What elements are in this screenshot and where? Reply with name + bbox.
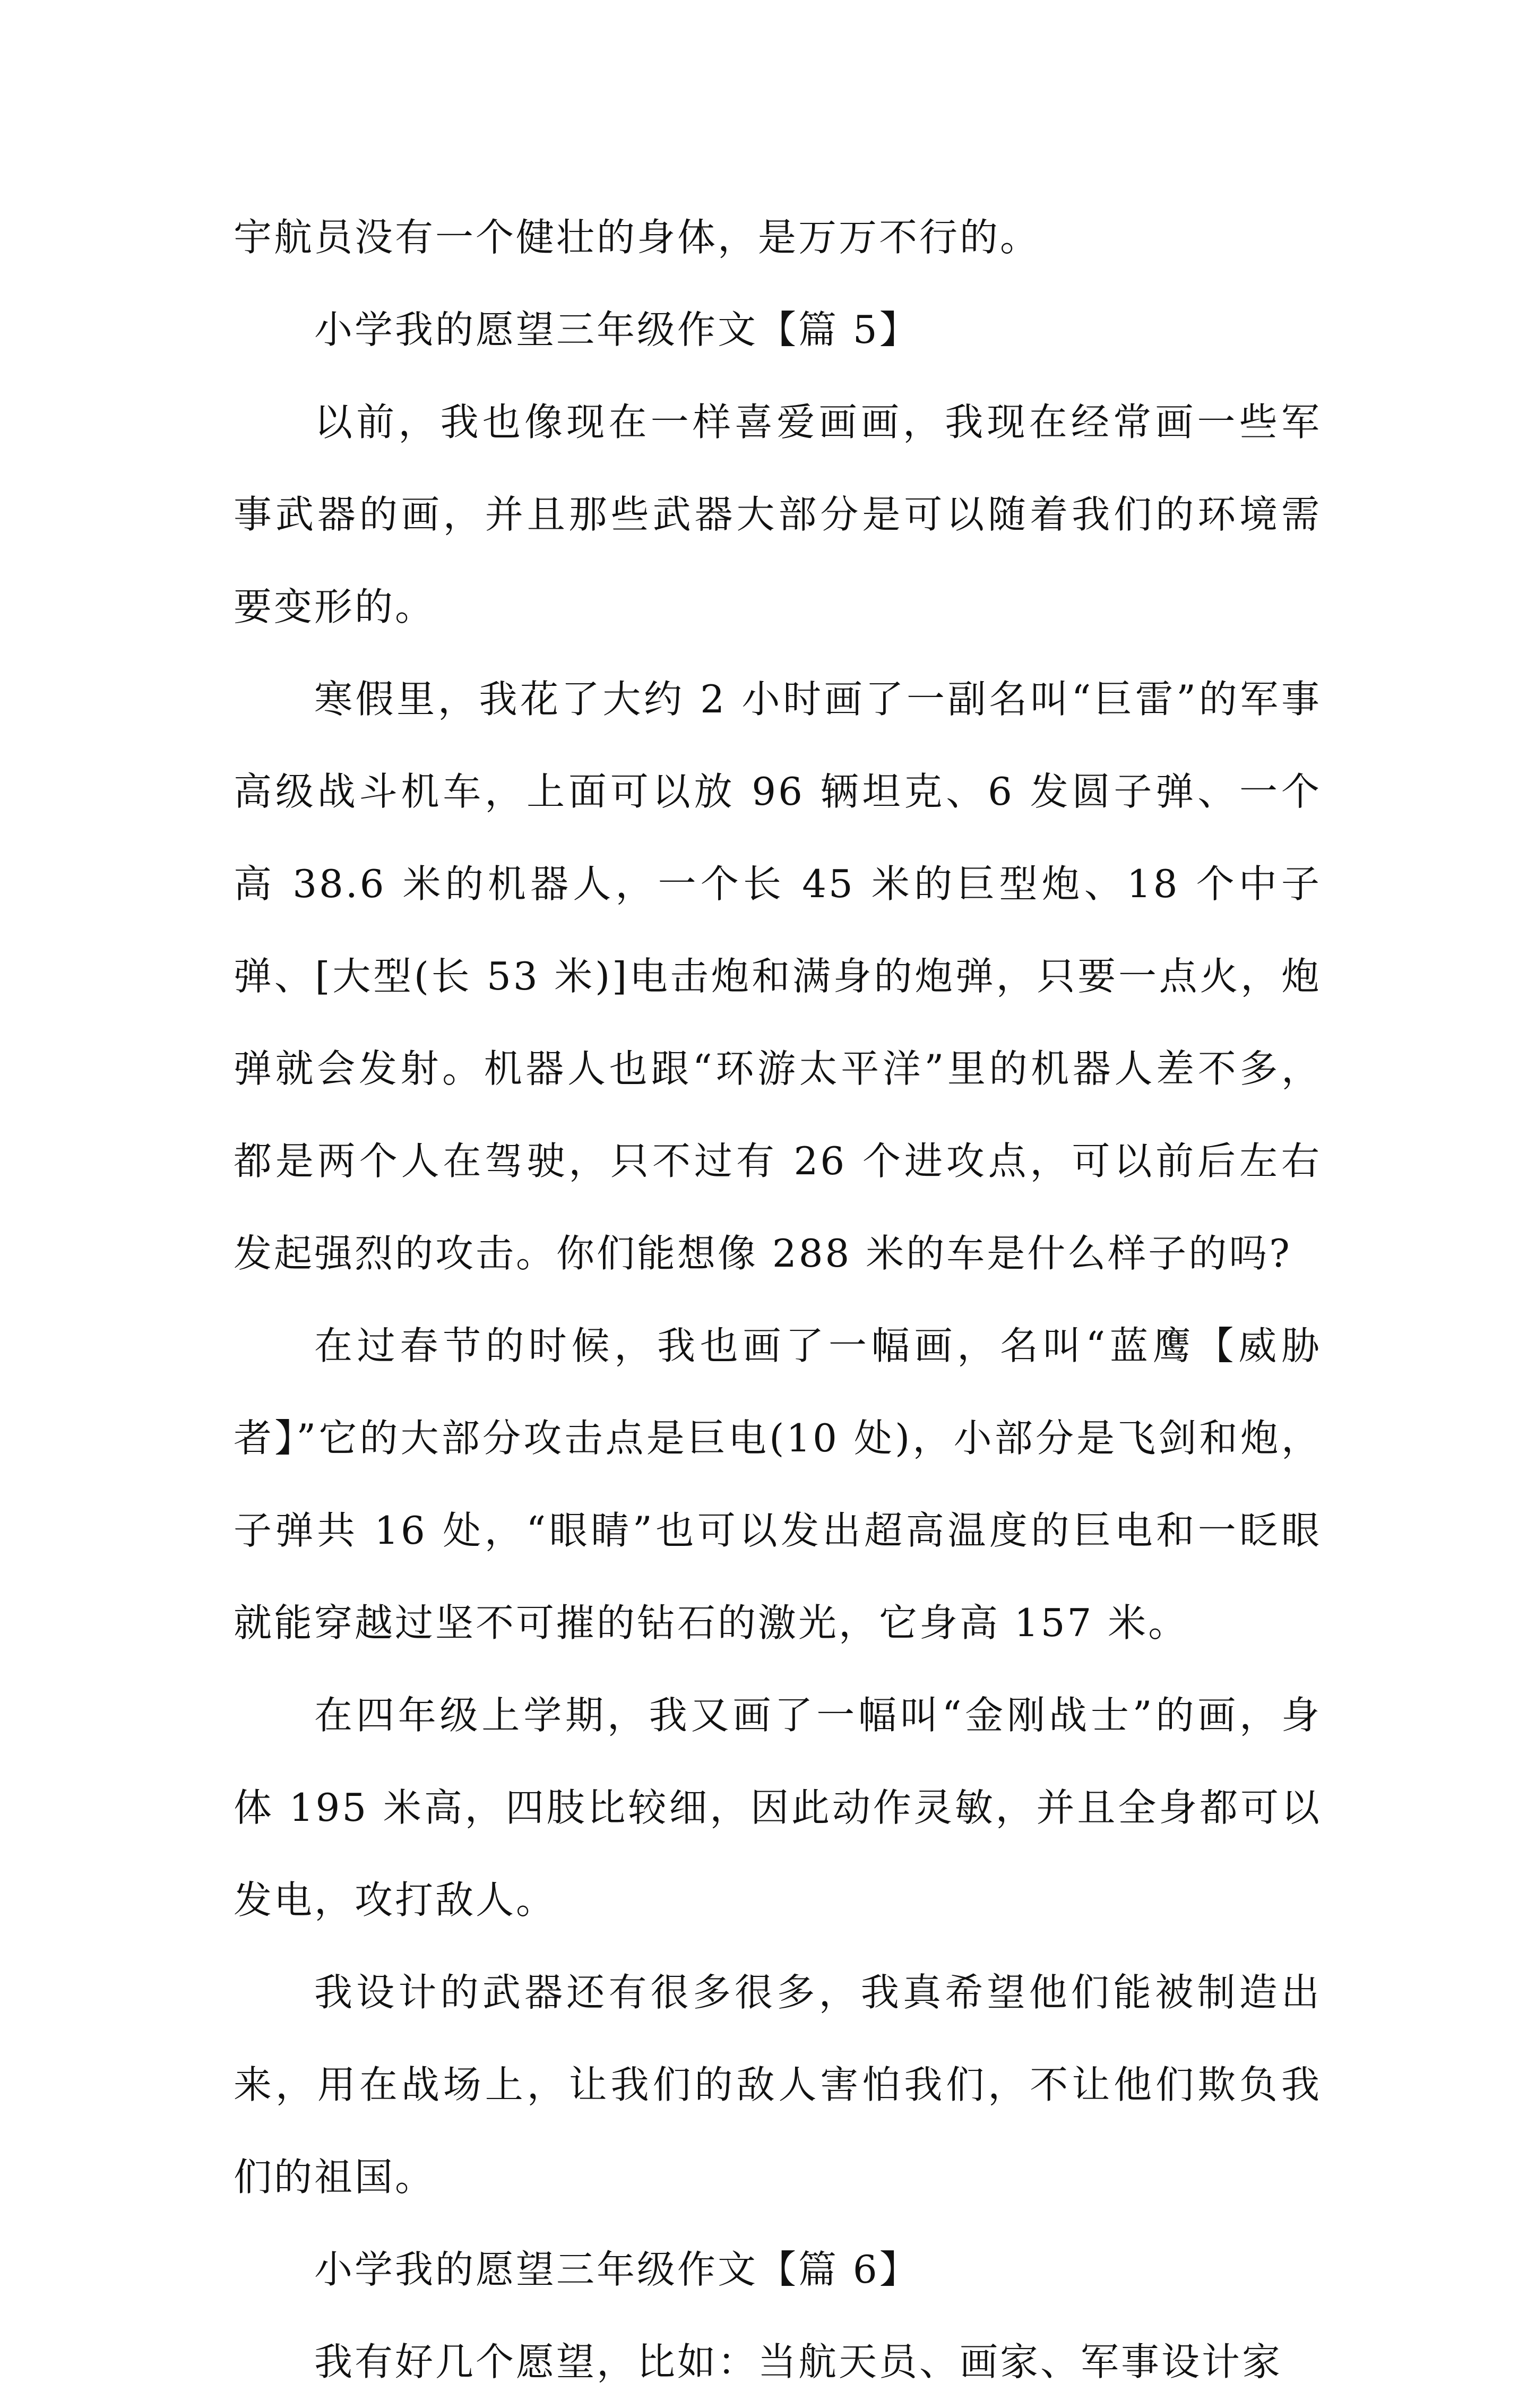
paragraph: 在四年级上学期，我又画了一幅叫“金刚战士”的画，身体 195 米高，四肢比较细，因此动作灵敏，并且全身都可以发电，攻打敌人。 <box>234 1693 1322 1922</box>
paragraph: 以前，我也像现在一样喜爱画画，我现在经常画一些军事武器的画，并且那些武器大部分是可以随着我们的环境需要变形的。 <box>234 400 1322 629</box>
paragraph: 在过春节的时候，我也画了一幅画，名叫“蓝鹰【威胁者】”它的大部分攻击点是巨电(10 处)，小部分是飞剑和炮，子弹共 16 处，“眼睛”也可以发出超高温度的巨电和一眨眼就能穿越过坚不可摧的钻石的激光，它身高 157 米。 <box>234 1323 1322 1645</box>
paragraph: 我设计的武器还有很多很多，我真希望他们能被制造出来，用在战场上，让我们的敌人害怕我们，不让他们欺负我们的祖国。 <box>234 1970 1322 2199</box>
section-heading-6: 小学我的愿望三年级作文【篇 6】 <box>314 2247 920 2292</box>
document-body <box>234 191 1322 2408</box>
section-heading-5: 小学我的愿望三年级作文【篇 5】 <box>314 307 920 352</box>
paragraph: 寒假里，我花了大约 2 小时画了一副名叫“巨雷”的军事高级战斗机车，上面可以放 96 辆坦克、6 发圆子弹、一个高 38.6 米的机器人，一个长 45 米的巨型炮、18 个中子弹、[大型(长 53 米)]电击炮和满身的炮弹，只要一点火，炮弹就会发射。机器人也跟“环游太平洋”里的机器人差不多，都是两个人在驾驶，只不过有 26 个进攻点，可以前后左右发起强烈的攻击。你们能想像 288 米的车是什么样子的吗? <box>234 677 1322 1276</box>
paragraph-continuation: 宇航员没有一个健壮的身体，是万万不行的。 <box>234 215 1041 260</box>
paragraph: 我有好几个愿望，比如：当航天员、画家、军事设计家 <box>314 2340 1283 2384</box>
